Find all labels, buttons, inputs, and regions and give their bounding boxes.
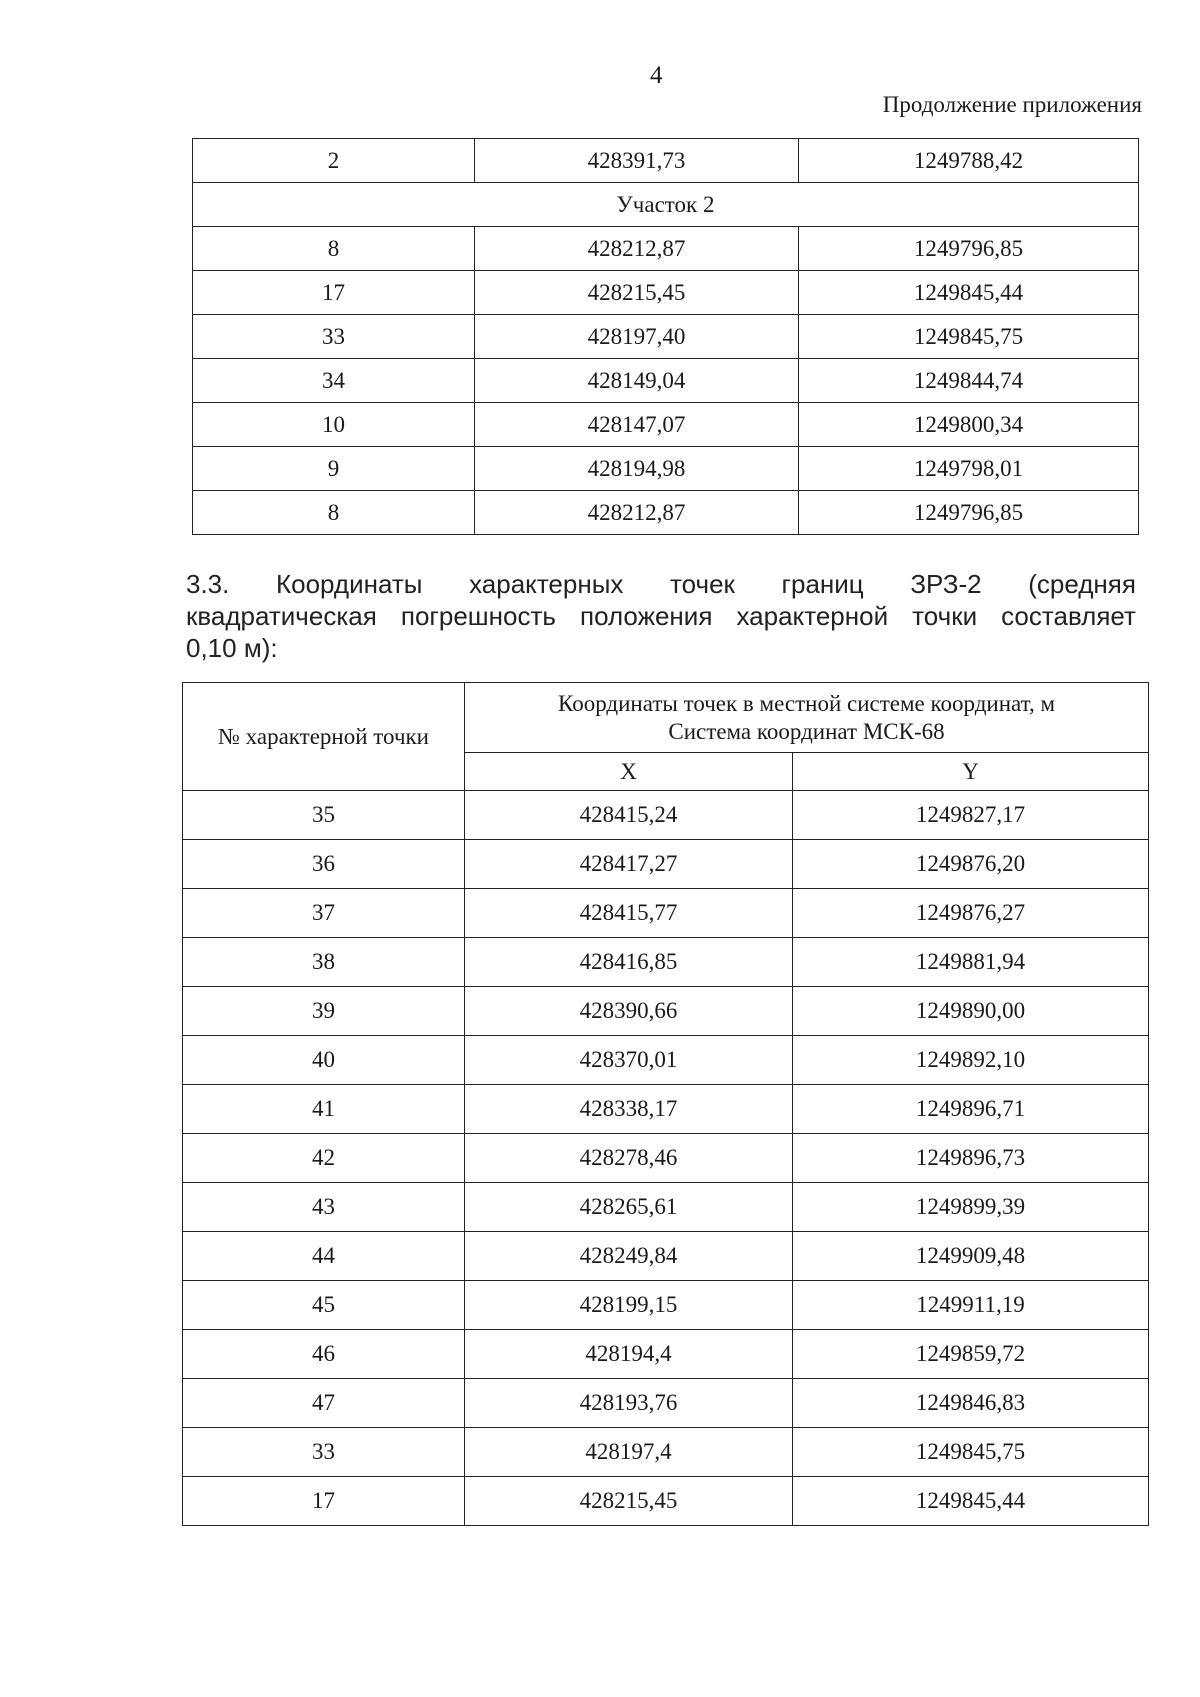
table-row xyxy=(183,987,1149,1036)
x-coordinate-cell: 428338,17 xyxy=(465,1085,793,1134)
table-row xyxy=(183,1134,1149,1183)
paragraph-line-1 xyxy=(186,568,1136,600)
point-number-cell: 17 xyxy=(183,1477,465,1526)
paragraph-word: (средняя xyxy=(1028,569,1136,599)
paragraph-word: квадратическая xyxy=(186,601,377,631)
header-y: Y xyxy=(793,753,1149,791)
y-coordinate-cell: 1249845,75 xyxy=(793,1428,1149,1477)
section-row xyxy=(193,183,1139,227)
x-coordinate-cell: 428265,61 xyxy=(465,1183,793,1232)
point-number-cell: 8 xyxy=(193,491,475,535)
paragraph-word: погрешность xyxy=(400,601,556,631)
table-row xyxy=(193,315,1139,359)
x-coordinate-cell: 428199,15 xyxy=(465,1281,793,1330)
x-coordinate-cell: 428194,4 xyxy=(465,1330,793,1379)
table-row xyxy=(193,227,1139,271)
table-row xyxy=(183,1428,1149,1477)
y-coordinate-cell: 1249892,10 xyxy=(793,1036,1149,1085)
x-coordinate-cell: 428194,98 xyxy=(475,447,799,491)
point-number-cell: 40 xyxy=(183,1036,465,1085)
table-row xyxy=(183,1232,1149,1281)
paragraph-word: положения xyxy=(579,601,713,631)
y-coordinate-cell: 1249911,19 xyxy=(793,1281,1149,1330)
x-coordinate-cell: 428197,40 xyxy=(475,315,799,359)
zrz2-coordinates-table xyxy=(182,682,1149,1526)
table-row xyxy=(183,938,1149,987)
header-coordinates-line2: Система координат МСК-68 xyxy=(668,718,945,744)
paragraph-word: 3.3. xyxy=(186,569,230,599)
point-number-cell: 39 xyxy=(183,987,465,1036)
header-coordinates-line1: Координаты точек в местной системе координат, м xyxy=(558,690,1056,716)
table-row xyxy=(193,491,1139,535)
y-coordinate-cell: 1249876,27 xyxy=(793,889,1149,938)
point-number-cell: 38 xyxy=(183,938,465,987)
x-coordinate-cell: 428215,45 xyxy=(465,1477,793,1526)
x-coordinate-cell: 428212,87 xyxy=(475,227,799,271)
y-coordinate-cell: 1249827,17 xyxy=(793,791,1149,840)
table-row xyxy=(193,359,1139,403)
x-coordinate-cell: 428391,73 xyxy=(475,139,799,183)
x-coordinate-cell: 428415,24 xyxy=(465,791,793,840)
point-number-cell: 10 xyxy=(193,403,475,447)
paragraph-word: характерной xyxy=(736,601,889,631)
y-coordinate-cell: 1249788,42 xyxy=(799,139,1139,183)
page-number: 4 xyxy=(650,62,663,89)
point-number-cell: 43 xyxy=(183,1183,465,1232)
y-coordinate-cell: 1249909,48 xyxy=(793,1232,1149,1281)
point-number-cell: 33 xyxy=(183,1428,465,1477)
y-coordinate-cell: 1249844,74 xyxy=(799,359,1139,403)
table-row xyxy=(183,889,1149,938)
section-3-3-paragraph xyxy=(186,568,1136,664)
x-coordinate-cell: 428149,04 xyxy=(475,359,799,403)
header-coordinates xyxy=(465,683,1149,753)
table-row xyxy=(183,1477,1149,1526)
y-coordinate-cell: 1249896,73 xyxy=(793,1134,1149,1183)
y-coordinate-cell: 1249796,85 xyxy=(799,491,1139,535)
point-number-cell: 36 xyxy=(183,840,465,889)
main-table-body xyxy=(183,791,1149,1526)
y-coordinate-cell: 1249846,83 xyxy=(793,1379,1149,1428)
point-number-cell: 2 xyxy=(193,139,475,183)
x-coordinate-cell: 428370,01 xyxy=(465,1036,793,1085)
x-coordinate-cell: 428147,07 xyxy=(475,403,799,447)
x-coordinate-cell: 428193,76 xyxy=(465,1379,793,1428)
point-number-cell: 46 xyxy=(183,1330,465,1379)
y-coordinate-cell: 1249798,01 xyxy=(799,447,1139,491)
table-row xyxy=(183,1183,1149,1232)
top-table-body xyxy=(193,139,1139,535)
point-number-cell: 41 xyxy=(183,1085,465,1134)
table-row xyxy=(193,271,1139,315)
point-number-cell: 9 xyxy=(193,447,475,491)
header-point-number: № характерной точки xyxy=(183,683,465,791)
x-coordinate-cell: 428415,77 xyxy=(465,889,793,938)
paragraph-word: Координаты xyxy=(275,569,423,599)
y-coordinate-cell: 1249876,20 xyxy=(793,840,1149,889)
y-coordinate-cell: 1249881,94 xyxy=(793,938,1149,987)
x-coordinate-cell: 428212,87 xyxy=(475,491,799,535)
table-row xyxy=(183,1085,1149,1134)
y-coordinate-cell: 1249859,72 xyxy=(793,1330,1149,1379)
x-coordinate-cell: 428390,66 xyxy=(465,987,793,1036)
y-coordinate-cell: 1249845,75 xyxy=(799,315,1139,359)
y-coordinate-cell: 1249890,00 xyxy=(793,987,1149,1036)
point-number-cell: 17 xyxy=(193,271,475,315)
coordinates-table-continued xyxy=(192,138,1139,535)
table-row xyxy=(193,447,1139,491)
table-row xyxy=(183,1281,1149,1330)
paragraph-word: границ xyxy=(781,569,864,599)
table-row xyxy=(183,1330,1149,1379)
point-number-cell: 37 xyxy=(183,889,465,938)
paragraph-word: точек xyxy=(670,569,735,599)
table-row xyxy=(183,1036,1149,1085)
table-row xyxy=(183,840,1149,889)
point-number-cell: 42 xyxy=(183,1134,465,1183)
paragraph-word: характерных xyxy=(469,569,624,599)
paragraph-word: ЗРЗ-2 xyxy=(910,569,982,599)
paragraph-line-3: 0,10 м): xyxy=(186,633,278,663)
point-number-cell: 45 xyxy=(183,1281,465,1330)
point-number-cell: 44 xyxy=(183,1232,465,1281)
y-coordinate-cell: 1249796,85 xyxy=(799,227,1139,271)
point-number-cell: 35 xyxy=(183,791,465,840)
y-coordinate-cell: 1249896,71 xyxy=(793,1085,1149,1134)
x-coordinate-cell: 428197,4 xyxy=(465,1428,793,1477)
x-coordinate-cell: 428416,85 xyxy=(465,938,793,987)
y-coordinate-cell: 1249800,34 xyxy=(799,403,1139,447)
x-coordinate-cell: 428215,45 xyxy=(475,271,799,315)
y-coordinate-cell: 1249845,44 xyxy=(799,271,1139,315)
table-row xyxy=(183,791,1149,840)
y-coordinate-cell: 1249845,44 xyxy=(793,1477,1149,1526)
point-number-cell: 47 xyxy=(183,1379,465,1428)
point-number-cell: 8 xyxy=(193,227,475,271)
paragraph-word: точки xyxy=(912,601,978,631)
section-label: Участок 2 xyxy=(193,183,1139,227)
paragraph-line-2 xyxy=(186,600,1136,632)
point-number-cell: 34 xyxy=(193,359,475,403)
x-coordinate-cell: 428278,46 xyxy=(465,1134,793,1183)
point-number-cell: 33 xyxy=(193,315,475,359)
table-row xyxy=(193,403,1139,447)
table-row xyxy=(183,1379,1149,1428)
table-row xyxy=(193,139,1139,183)
x-coordinate-cell: 428249,84 xyxy=(465,1232,793,1281)
header-x: X xyxy=(465,753,793,791)
continuation-label: Продолжение приложения xyxy=(882,92,1142,117)
paragraph-word: составляет xyxy=(1001,601,1136,631)
x-coordinate-cell: 428417,27 xyxy=(465,840,793,889)
y-coordinate-cell: 1249899,39 xyxy=(793,1183,1149,1232)
